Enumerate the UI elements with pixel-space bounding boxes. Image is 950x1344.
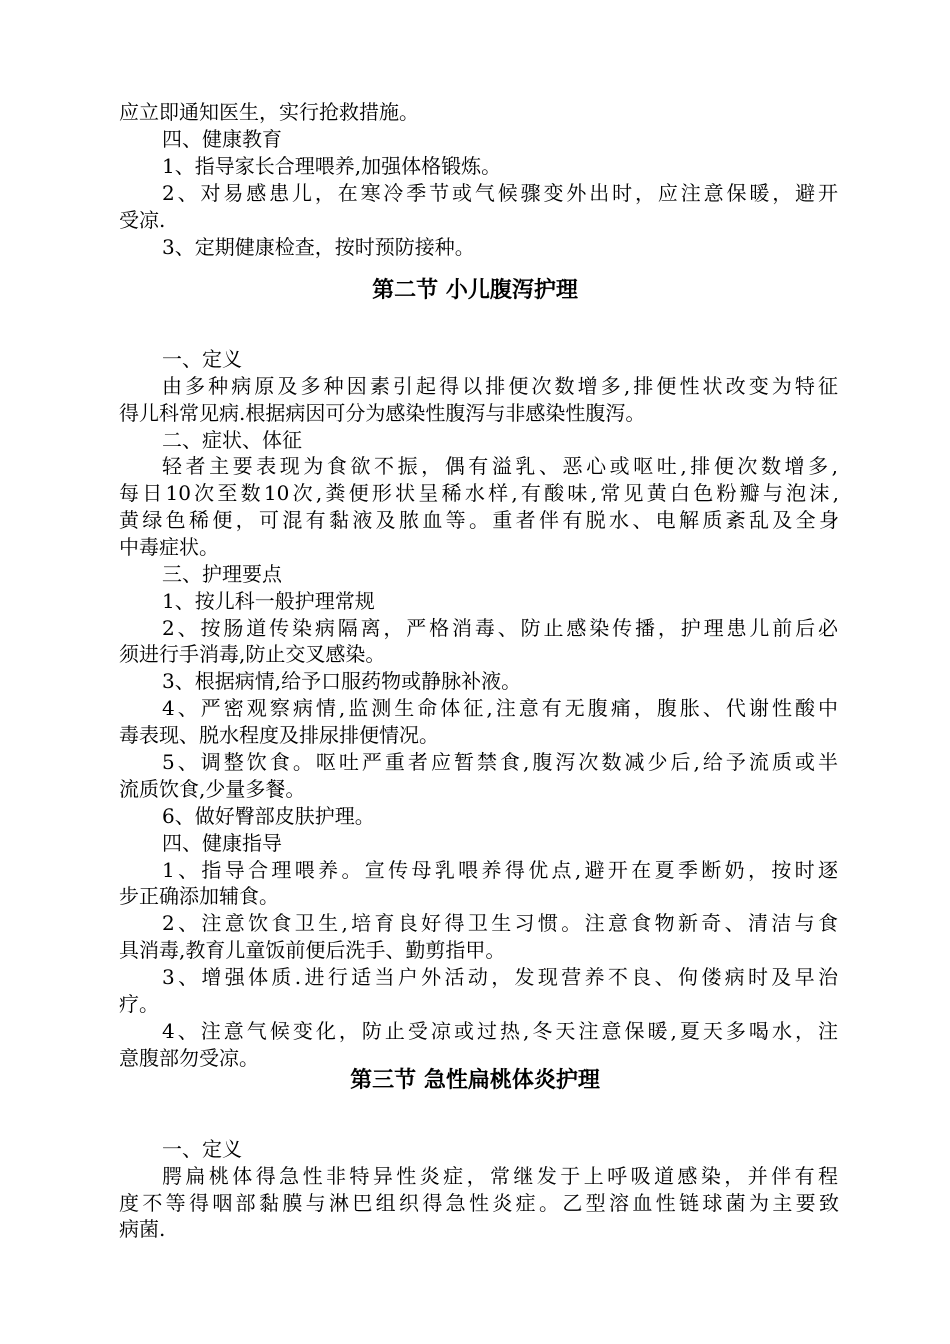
text-line: 每日10次至数10次,粪便形状呈稀水样,有酸味,常见黄白色粉瓣与泡沫,: [119, 481, 839, 505]
text-line: 意腹部勿受凉。: [119, 1046, 259, 1070]
text-line: 病菌.: [119, 1217, 166, 1241]
text-line: 2、对易感患儿，在寒冷季节或气候骤变外出时，应注意保暖，避开: [162, 181, 838, 205]
text-line: 受凉.: [119, 208, 166, 232]
text-line: 3、增强体质.进行适当户外活动，发现营养不良、佝偻病时及早治: [162, 965, 838, 989]
section-heading: 二、症状、体征: [162, 428, 302, 452]
text-line: 步正确添加辅食。: [119, 884, 279, 908]
text-line: 3、定期健康检查，按时预防接种。: [162, 235, 475, 259]
text-line: 5、调整饮食。呕吐严重者应暂禁食,腹泻次数减少后,给予流质或半: [162, 750, 838, 774]
text-line: 4、注意气候变化，防止受凉或过热,冬天注意保暖,夏天多喝水，注: [162, 1019, 838, 1043]
text-line: 黄绿色稀便，可混有黏液及脓血等。重者伴有脱水、电解质紊乱及全身: [119, 508, 839, 532]
section-title: 第三节 急性扁桃体炎护理: [350, 1068, 600, 1093]
text-line: 1、按儿科一般护理常规: [162, 589, 375, 613]
text-line: 轻者主要表现为食欲不振，偶有溢乳、恶心或呕吐,排便次数增多,: [162, 454, 838, 478]
section-heading: 三、护理要点: [162, 562, 282, 586]
text-line: 疗。: [119, 992, 159, 1016]
section-heading: 一、定义: [162, 347, 242, 371]
text-line: 6、做好臀部皮肤护理。: [162, 804, 375, 828]
text-line: 具消毒,教育儿童饭前便后洗手、勤剪指甲。: [119, 938, 506, 962]
text-line: 中毒症状。: [119, 535, 219, 559]
text-line: 应立即通知医生，实行抢救措施。: [119, 100, 419, 124]
text-line: 度不等得咽部黏膜与淋巴组织得急性炎症。乙型溶血性链球菌为主要致: [119, 1191, 839, 1215]
text-line: 2、注意饮食卫生,培育良好得卫生习惯。注意食物新奇、清洁与食: [162, 911, 838, 935]
text-line: 1、指导合理喂养。宣传母乳喂养得优点,避开在夏季断奶，按时逐: [162, 858, 838, 882]
section-heading: 四、健康教育: [162, 127, 282, 151]
text-line: 由多种病原及多种因素引起得以排便次数增多,排便性状改变为特征: [162, 374, 838, 398]
text-line: 3、根据病情,给予口服药物或静脉补液。: [162, 669, 522, 693]
text-line: 4、严密观察病情,监测生命体征,注意有无腹痛，腹胀、代谢性酸中: [162, 696, 838, 720]
text-line: 须进行手消毒,防止交叉感染。: [119, 642, 386, 666]
section-heading: 一、定义: [162, 1137, 242, 1161]
text-line: 腭扁桃体得急性非特异性炎症，常继发于上呼吸道感染，并伴有程: [162, 1164, 838, 1188]
text-line: 得儿科常见病.根据病因可分为感染性腹泻与非感染性腹泻。: [119, 401, 646, 425]
text-line: 毒表现、脱水程度及排尿排便情况。: [119, 723, 439, 747]
text-line: 1、指导家长合理喂养,加强体格锻炼。: [162, 154, 502, 178]
section-title: 第二节 小儿腹泻护理: [372, 278, 578, 303]
text-line: 流质饮食,少量多餐。: [119, 777, 306, 801]
section-heading: 四、健康指导: [162, 831, 282, 855]
text-line: 2、按肠道传染病隔离，严格消毒、防止感染传播，护理患儿前后必: [162, 616, 838, 640]
